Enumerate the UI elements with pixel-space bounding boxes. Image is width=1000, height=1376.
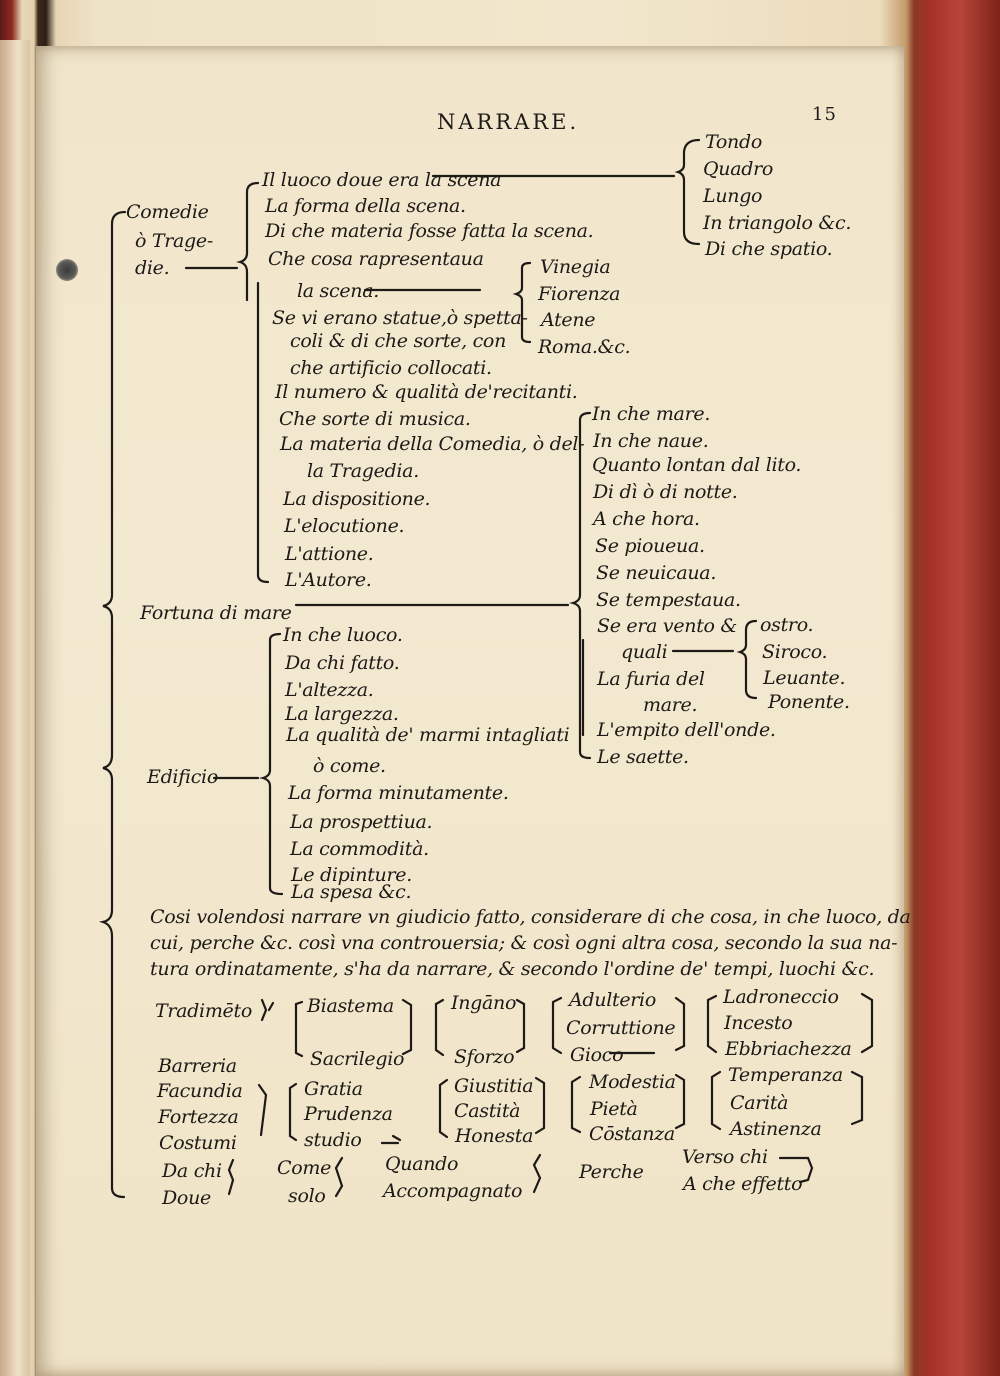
text-line: Le saette. <box>597 746 689 768</box>
text-line: Da chi fatto. <box>285 652 400 674</box>
text-line: die. <box>135 257 170 279</box>
text-line: La commodità. <box>290 838 429 860</box>
text-line: Se neuicaua. <box>596 562 717 584</box>
text-line: Se era vento & <box>597 615 738 637</box>
text-line: A che hora. <box>593 508 700 530</box>
text-line: Verso chi <box>682 1146 768 1168</box>
text-line: In che mare. <box>592 403 711 425</box>
text-line: Facundia <box>157 1080 243 1102</box>
text-line: mare. <box>643 694 698 716</box>
text-line: Cōstanza <box>589 1123 675 1145</box>
text-line: Il numero & qualità de'recitanti. <box>275 381 578 403</box>
text-line: ò come. <box>313 755 386 777</box>
text-line: la scena. <box>297 280 379 302</box>
text-line: Incesto <box>724 1012 793 1034</box>
text-line: Castità <box>454 1100 521 1122</box>
text-line: Biastema <box>307 995 394 1017</box>
text-line: L'attione. <box>285 543 374 565</box>
text-line: Accompagnato <box>383 1180 523 1202</box>
text-line: Il luoco doue era la scena <box>262 169 502 191</box>
text-line: tura ordinatamente, s'ha da narrare, & secondo l'ordine de' tempi, luochi &c. <box>150 958 875 980</box>
text-line: Adulterio <box>569 989 656 1011</box>
text-line: Carità <box>730 1092 789 1114</box>
text-line: Fortezza <box>158 1106 239 1128</box>
text-line: Tondo <box>705 131 762 153</box>
page-title: NARRARE. <box>437 110 580 134</box>
text-line: Sforzo <box>454 1046 515 1068</box>
text-line: Perche <box>579 1161 644 1183</box>
text-line: Edificio <box>147 766 218 788</box>
text-line: L'elocutione. <box>284 515 405 537</box>
text-line: Costumi <box>159 1132 237 1154</box>
text-line: Modestia <box>589 1071 676 1093</box>
text-line: ò Trage- <box>135 230 213 252</box>
text-line: Prudenza <box>304 1103 393 1125</box>
text-line: Fortuna di mare <box>140 602 292 624</box>
text-line: coli & di che sorte, con <box>290 330 507 352</box>
text-line: La spesa &c. <box>291 881 412 903</box>
text-line: In triangolo &c. <box>703 212 852 234</box>
text-line: La forma della scena. <box>265 195 466 217</box>
text-line: la Tragedia. <box>307 460 419 482</box>
text-line: Fiorenza <box>538 283 621 305</box>
text-line: Roma.&c. <box>538 336 631 358</box>
text-line: Honesta <box>455 1125 534 1147</box>
text-line: A che effetto <box>683 1173 803 1195</box>
text-line: Se pioueua. <box>595 535 705 557</box>
text-line: cui, perche &c. così vna controuersia; & così ogni altra cosa, secondo la sua na- <box>150 932 898 954</box>
text-line: Come <box>277 1157 332 1179</box>
text-line: Quanto lontan dal lito. <box>592 454 802 476</box>
text-line: Ponente. <box>768 691 850 713</box>
text-line: La dispositione. <box>283 488 431 510</box>
text-line: Se vi erano statue,ò spetta- <box>272 307 528 329</box>
page-number: 15 <box>812 104 837 125</box>
text-line: Pietà <box>590 1098 638 1120</box>
text-line: La materia della Comedia, ò del- <box>280 433 585 455</box>
text-line: quali <box>621 641 668 663</box>
text-line: Quando <box>385 1153 459 1175</box>
text-line: Di dì ò di notte. <box>593 481 738 503</box>
text-line: Barreria <box>158 1055 237 1077</box>
text-line: Se tempestaua. <box>596 589 741 611</box>
text-line: La prospettiua. <box>290 811 433 833</box>
text-line: Ladroneccio <box>723 986 839 1008</box>
text-line: Vinegia <box>540 256 611 278</box>
text-line: La largezza. <box>285 703 399 725</box>
text-line: Che sorte di musica. <box>279 408 471 430</box>
text-line: La qualità de' marmi intagliati <box>286 724 570 746</box>
text-line: Atene <box>541 309 596 331</box>
text-line: ostro. <box>760 614 814 636</box>
text-line: Sacrilegio <box>310 1048 405 1070</box>
text-line: Lungo <box>703 185 763 207</box>
text-line: Ingāno <box>451 992 517 1014</box>
text-line: In che naue. <box>593 430 709 452</box>
text-line: Gratia <box>304 1078 363 1100</box>
text-line: Ebbriachezza <box>725 1038 852 1060</box>
text-line: Tradimēto <box>155 1000 252 1022</box>
text-line: Comedie <box>126 201 209 223</box>
text-line: Di che spatio. <box>705 238 833 260</box>
text-line: Che cosa rapresentaua <box>268 248 484 270</box>
text-line: Corruttione <box>566 1017 676 1039</box>
text-line: che artificio collocati. <box>290 357 492 379</box>
text-line: Di che materia fosse fatta la scena. <box>265 220 594 242</box>
text-line: Quadro <box>703 158 774 180</box>
text-line: Siroco. <box>762 641 828 663</box>
text-line: Temperanza <box>728 1064 843 1086</box>
text-line: studio <box>304 1129 362 1151</box>
text-line: Astinenza <box>730 1118 822 1140</box>
text-line: La forma minutamente. <box>288 782 509 804</box>
text-line: Gioco <box>570 1044 624 1066</box>
text-line: L'Autore. <box>285 569 372 591</box>
text-line: Da chi <box>162 1160 222 1182</box>
text-line: Doue <box>162 1187 211 1209</box>
text-line: Leuante. <box>763 667 846 689</box>
text-line: L'empito dell'onde. <box>597 719 776 741</box>
text-line: In che luoco. <box>283 624 403 646</box>
text-line: Cosi volendosi narrare vn giudicio fatto, considerare di che cosa, in che luoco, da <box>150 906 911 928</box>
text-line: L'altezza. <box>285 679 374 701</box>
text-line: La furia del <box>597 668 705 690</box>
text-line: Le dipinture. <box>291 864 412 886</box>
text-line: solo <box>288 1185 326 1207</box>
text-line: Giustitia <box>454 1075 534 1097</box>
